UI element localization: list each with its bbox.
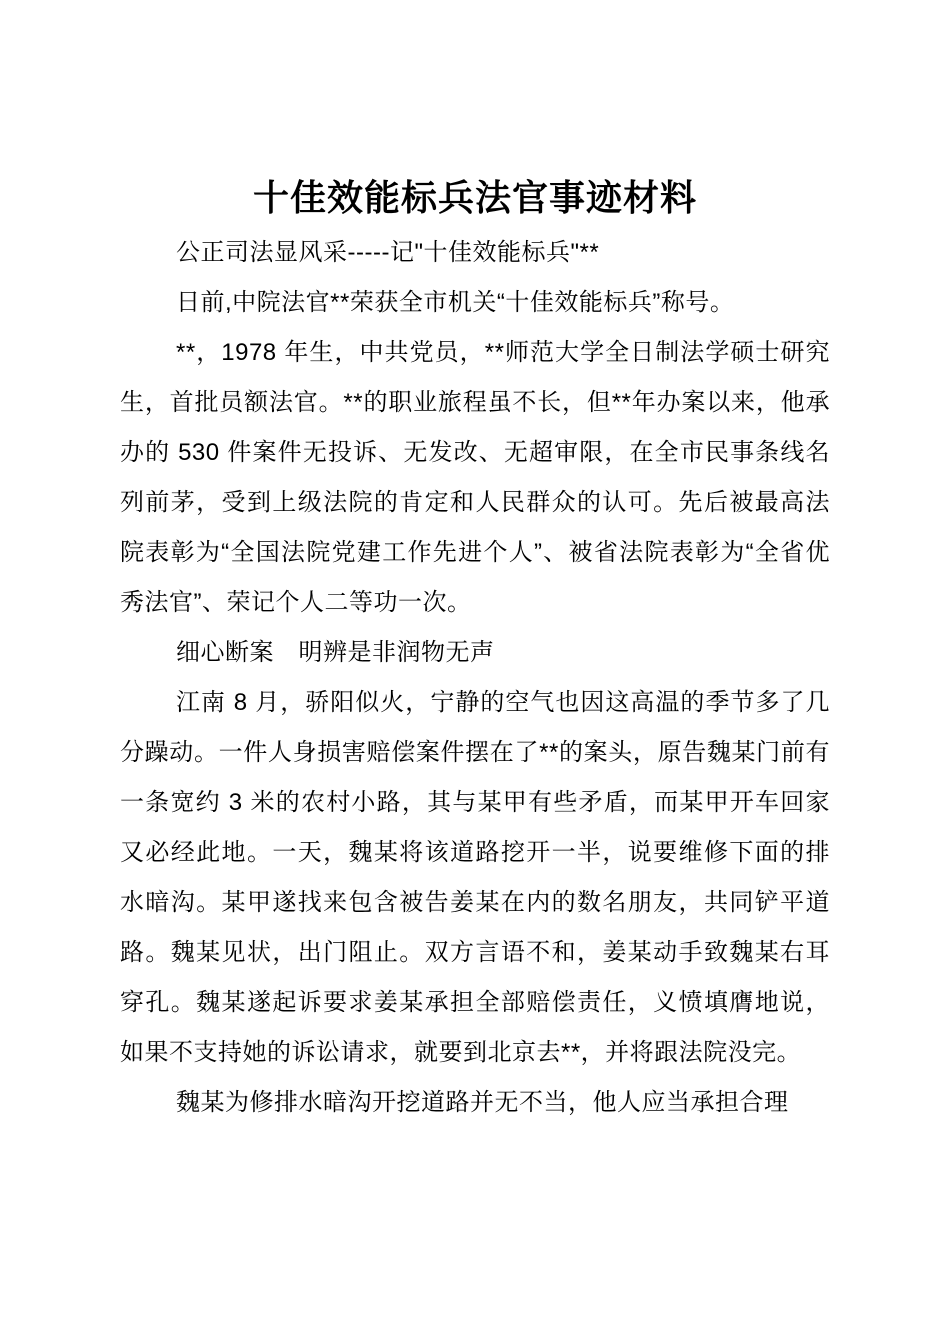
paragraph-subtitle: 公正司法显风采-----记"十佳效能标兵"** [176, 239, 600, 266]
document-title: 十佳效能标兵法官事迹材料 [252, 177, 697, 218]
paragraph-lead: 日前,中院法官**荣获全市机关“十佳效能标兵”称号。 [176, 289, 735, 316]
section-heading: 细心断案 明辨是非润物无声 [176, 639, 495, 666]
paragraph-case-story: 江南 8 月，骄阳似火，宁静的空气也因这高温的季节多了几分躁动。一件人身损害赔偿案件摆在了**的案头，原告魏某门前有一条宽约 3 米的农村小路，其与某甲有些矛盾，而某甲开车回家又必经此地。一天，魏某将该道路挖开一半，说要维修下面的排水暗沟。某甲遂找来包含被告姜某在内的数名朋友，共同铲平道路。魏某见状，出门阻止。双方言语不和，姜某动手致魏某右耳穿孔。魏某遂起诉要求姜某承担全部赔偿责任，义愤填膺地说，如果不支持她的诉讼请求，就要到北京去**，并将跟法院没完。 [120, 689, 830, 1066]
paragraph-case-continued: 魏某为修排水暗沟开挖道路并无不当，他人应当承担合理 [176, 1089, 789, 1116]
paragraph-bio: **，1978 年生，中共党员，**师范大学全日制法学硕士研究生，首批员额法官。**的职业旅程虽不长，但**年办案以来，他承办的 530 件案件无投诉、无发改、无超审限，在全市民事条线名列前茅，受到上级法院的肯定和人民群众的认可。先后被最高法院表彰为“全国法院党建工作先进个人”、被省法院表彰为“全省优秀法官”、荣记个人二等功一次。 [120, 339, 830, 616]
